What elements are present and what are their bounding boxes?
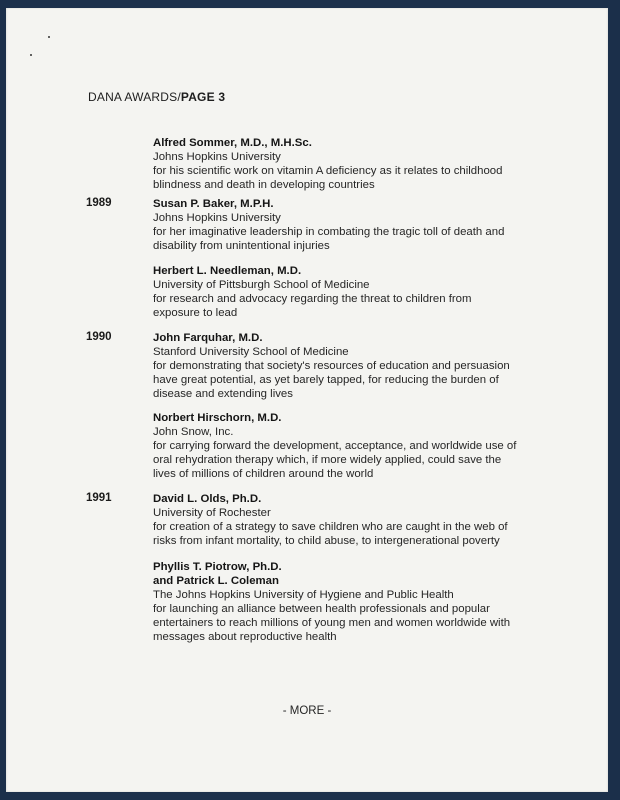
citation-line: disability from unintentional injuries bbox=[153, 240, 330, 252]
award-entry bbox=[153, 197, 543, 253]
award-entry bbox=[153, 411, 543, 481]
recipient-name: Phyllis T. Piotrow, Ph.D. bbox=[153, 561, 282, 573]
citation-line: for carrying forward the development, acceptance, and worldwide use of bbox=[153, 440, 517, 452]
institution: John Snow, Inc. bbox=[153, 426, 234, 438]
institution: The Johns Hopkins University of Hygiene and Public Health bbox=[153, 589, 454, 601]
institution: Stanford University School of Medicine bbox=[153, 346, 349, 358]
citation-line: risks from infant mortality, to child abuse, to intergenerational poverty bbox=[153, 535, 500, 547]
award-year: 1990 bbox=[86, 331, 112, 343]
award-entry bbox=[153, 264, 543, 320]
citation-line: messages about reproductive health bbox=[153, 631, 337, 643]
document-page bbox=[6, 8, 608, 792]
header-label: DANA AWARDS/ bbox=[88, 90, 181, 104]
award-entry bbox=[153, 492, 543, 548]
recipient-name: John Farquhar, M.D. bbox=[153, 332, 263, 344]
more-indicator: - MORE - bbox=[282, 705, 332, 717]
paper-speck bbox=[48, 36, 50, 38]
award-entry bbox=[153, 560, 543, 644]
paper-speck bbox=[30, 54, 32, 56]
header-page: PAGE 3 bbox=[180, 90, 226, 104]
institution: University of Pittsburgh School of Medicine bbox=[153, 279, 370, 291]
citation-line: for research and advocacy regarding the threat to children from bbox=[153, 293, 472, 305]
award-entry bbox=[153, 136, 543, 192]
citation-line: for his scientific work on vitamin A deficiency as it relates to childhood bbox=[153, 165, 503, 177]
institution: Johns Hopkins University bbox=[153, 212, 281, 224]
institution: Johns Hopkins University bbox=[153, 151, 281, 163]
co-recipient-name: and Patrick L. Coleman bbox=[153, 575, 279, 587]
citation-line: for creation of a strategy to save children who are caught in the web of bbox=[153, 521, 508, 533]
recipient-name: Susan P. Baker, M.P.H. bbox=[153, 198, 274, 210]
citation-line: for her imaginative leadership in combating the tragic toll of death and bbox=[153, 226, 505, 238]
award-year: 1991 bbox=[86, 492, 112, 504]
recipient-name: Norbert Hirschorn, M.D. bbox=[153, 412, 282, 424]
page-header bbox=[88, 90, 225, 104]
institution: University of Rochester bbox=[153, 507, 271, 519]
citation-line: entertainers to reach millions of young men and women worldwide with bbox=[153, 617, 511, 629]
award-year: 1989 bbox=[86, 197, 112, 209]
citation-line: disease and extending lives bbox=[153, 388, 293, 400]
recipient-name: Alfred Sommer, M.D., M.H.Sc. bbox=[153, 137, 312, 149]
citation-line: blindness and death in developing countries bbox=[153, 179, 375, 191]
citation-line: have great potential, as yet barely tapped, for reducing the burden of bbox=[153, 374, 499, 386]
citation-line: lives of millions of children around the world bbox=[153, 468, 374, 480]
recipient-name: Herbert L. Needleman, M.D. bbox=[153, 265, 302, 277]
citation-line: for demonstrating that society's resources of education and persuasion bbox=[153, 360, 510, 372]
award-entry bbox=[153, 331, 543, 401]
citation-line: oral rehydration therapy which, if more widely applied, could save the bbox=[153, 454, 502, 466]
citation-line: for launching an alliance between health professionals and popular bbox=[153, 603, 490, 615]
citation-line: exposure to lead bbox=[153, 307, 238, 319]
recipient-name: David L. Olds, Ph.D. bbox=[153, 493, 262, 505]
